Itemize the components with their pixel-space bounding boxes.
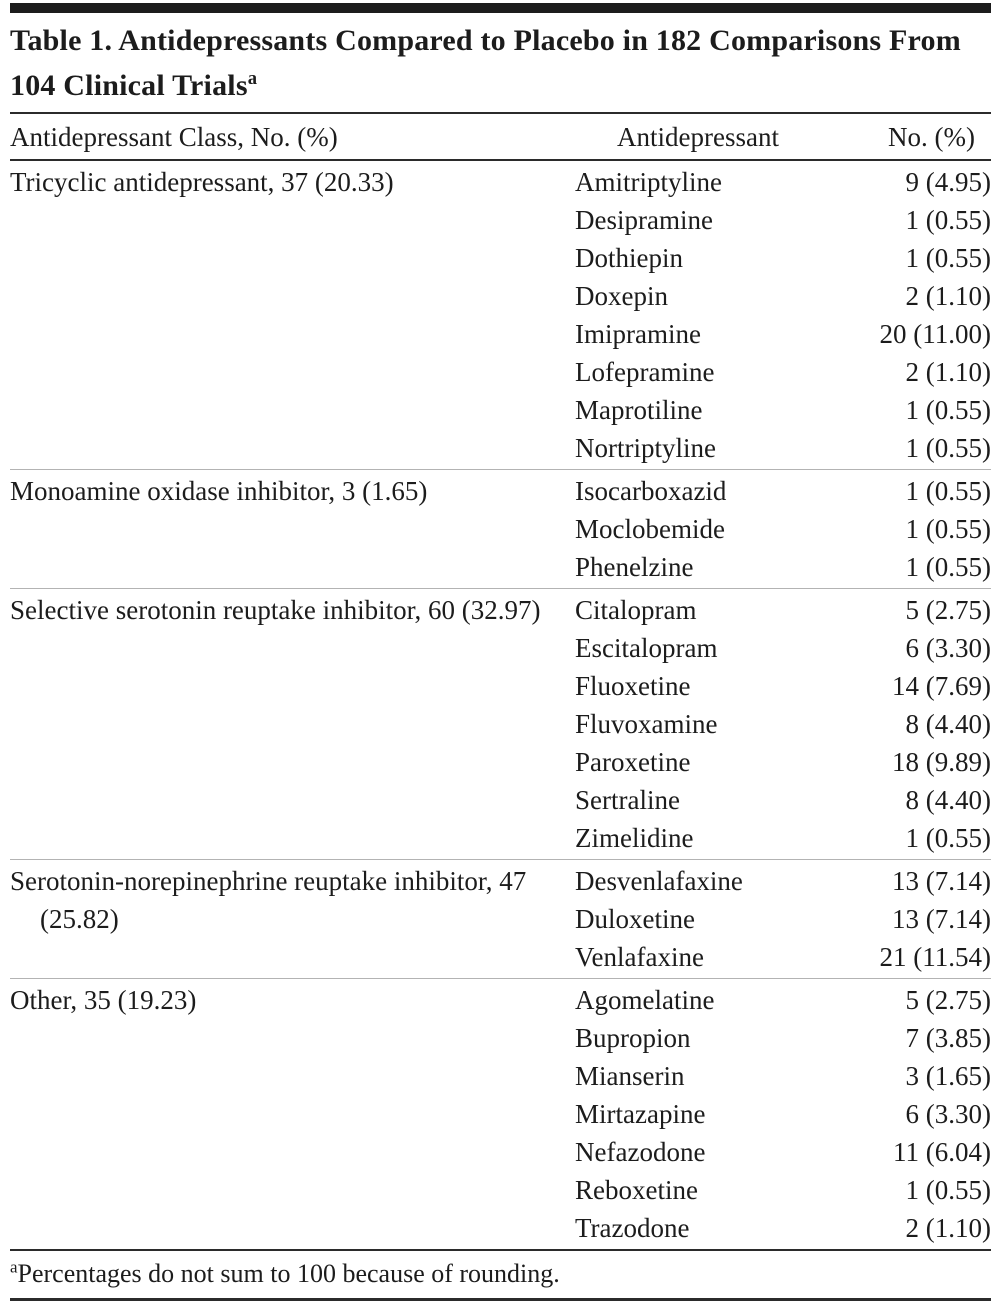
drug-name: Desvenlafaxine [575,866,743,896]
table-row [575,781,991,819]
drug-name: Mianserin [575,1061,685,1091]
drug-count: 1 (0.55) [905,476,991,506]
drug-count: 20 (11.00) [879,319,991,349]
drug-count: 1 (0.55) [905,1175,991,1205]
table-footnote [10,1251,991,1298]
column-header-count: No. (%) [888,122,975,152]
table-row [575,862,991,900]
drug-name: Venlafaxine [575,942,704,972]
table-section-maoi [10,469,991,588]
table-row [575,510,991,548]
drug-count: 14 (7.69) [892,671,991,701]
drug-count: 1 (0.55) [905,433,991,463]
class-label: Tricyclic antidepressant, 37 (20.33) [10,167,394,197]
drug-count: 8 (4.40) [905,709,991,739]
drug-name: Agomelatine [575,985,715,1015]
drug-count: 21 (11.54) [879,942,991,972]
drug-name: Reboxetine [575,1175,698,1205]
drug-name: Nefazodone [575,1137,706,1167]
drug-name: Citalopram [575,595,697,625]
drug-count: 7 (3.85) [905,1023,991,1053]
table-row [575,981,991,1019]
table-row [575,239,991,277]
drug-name: Imipramine [575,319,701,349]
drug-name: Moclobemide [575,514,725,544]
table-row [575,548,991,586]
drug-count: 2 (1.10) [905,1213,991,1243]
drug-count: 1 (0.55) [905,395,991,425]
table-row [575,819,991,857]
drug-name: Mirtazapine [575,1099,706,1129]
table-row [575,353,991,391]
table-section-ssri [10,588,991,859]
table-section-other [10,978,991,1249]
drug-name: Sertraline [575,785,680,815]
table-row [575,1095,991,1133]
drug-name: Zimelidine [575,823,694,853]
drug-count: 13 (7.14) [892,866,991,896]
drug-name: Fluvoxamine [575,709,718,739]
drug-name: Duloxetine [575,904,695,934]
class-label: Other, 35 (19.23) [10,985,197,1015]
drug-name: Desipramine [575,205,713,235]
footnote-marker: a [10,1257,18,1277]
drug-count: 11 (6.04) [893,1137,991,1167]
class-label: Serotonin-norepinephrine reuptake inhibitor, 47 (25.82) [10,866,527,934]
drug-count: 3 (1.65) [905,1061,991,1091]
drug-name: Maprotiline [575,395,703,425]
table-row [575,591,991,629]
drug-name: Isocarboxazid [575,476,727,506]
drug-count: 2 (1.10) [905,281,991,311]
drug-count: 2 (1.10) [905,357,991,387]
table-section-tricyclic [10,161,991,469]
drug-count: 9 (4.95) [905,167,991,197]
drug-name: Amitriptyline [575,167,722,197]
table-row [575,391,991,429]
drug-name: Dothiepin [575,243,683,273]
drug-name: Lofepramine [575,357,715,387]
drug-count: 6 (3.30) [905,633,991,663]
table-row [575,201,991,239]
drug-name: Trazodone [575,1213,690,1243]
table-row [575,1019,991,1057]
table-row [575,938,991,976]
drug-name: Bupropion [575,1023,691,1053]
class-label: Selective serotonin reuptake inhibitor, 60 (32.97) [10,595,541,625]
table-header-row [10,114,991,159]
table-row [575,743,991,781]
table-row [575,472,991,510]
table-row [575,277,991,315]
table-row [575,900,991,938]
drug-name: Phenelzine [575,552,694,582]
table-row [575,705,991,743]
drug-count: 1 (0.55) [905,243,991,273]
drug-count: 1 (0.55) [905,205,991,235]
top-rule-bar [10,3,991,13]
table-row [575,1209,991,1247]
drug-name: Escitalopram [575,633,718,663]
drug-name: Fluoxetine [575,671,691,701]
table-row [575,1133,991,1171]
title-superscript: a [247,68,258,89]
footnote-text: Percentages do not sum to 100 because of rounding. [17,1259,560,1288]
table-row [575,429,991,467]
drug-count: 1 (0.55) [905,552,991,582]
column-header-class: Antidepressant Class, No. (%) [10,122,338,152]
table-row [575,163,991,201]
table-row [575,315,991,353]
table-title [10,13,991,112]
drug-name: Nortriptyline [575,433,716,463]
table-section-snri [10,859,991,978]
drug-count: 13 (7.14) [892,904,991,934]
table-row [575,1171,991,1209]
class-label: Monoamine oxidase inhibitor, 3 (1.65) [10,476,428,506]
drug-count: 6 (3.30) [905,1099,991,1129]
table-row [575,667,991,705]
drug-count: 1 (0.55) [905,823,991,853]
table-row [575,629,991,667]
column-header-drug: Antidepressant [617,122,779,152]
drug-name: Paroxetine [575,747,691,777]
drug-count: 1 (0.55) [905,514,991,544]
drug-count: 5 (2.75) [905,595,991,625]
table-title-text: Table 1. Antidepressants Compared to Placebo in 182 Comparisons From 104 Clinical Trials [10,24,961,102]
drug-count: 18 (9.89) [892,747,991,777]
drug-name: Doxepin [575,281,668,311]
drug-count: 5 (2.75) [905,985,991,1015]
drug-count: 8 (4.40) [905,785,991,815]
table-row [575,1057,991,1095]
